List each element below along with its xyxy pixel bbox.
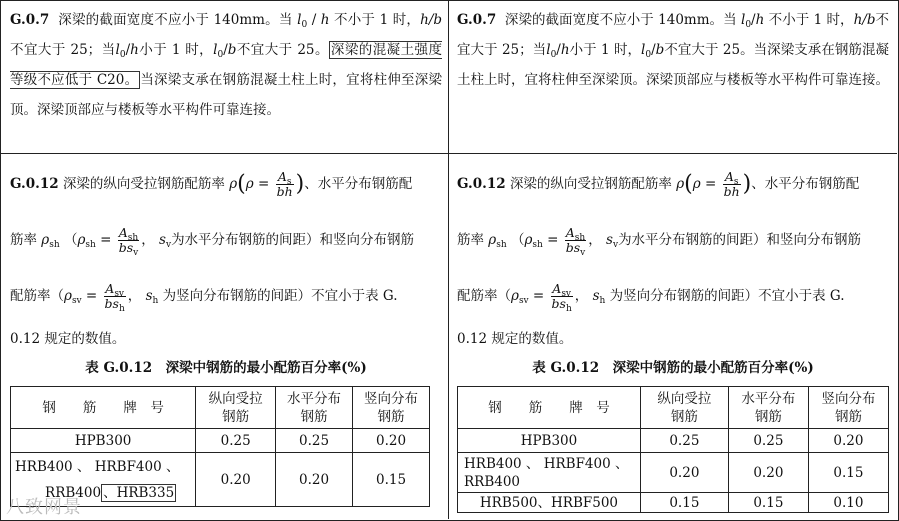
formula-rho-sh: $\frac{A_{sh}}{bs_v}$ bbox=[118, 224, 139, 258]
formula-rho: $\frac{A_s}{bh}$ bbox=[276, 168, 293, 199]
formula-rho-sv: $\frac{A_{sv}}{bs_h}$ bbox=[104, 280, 125, 314]
watermark: 八致网景 bbox=[6, 497, 82, 518]
left-clause-g012: G.0.12 深梁的纵向受拉钢筋配筋率 ρ(ρ = $\frac{A_s}{bh}$ )、水平分布钢筋配 筋率 $\rho_{sh}$ （$\rho_{sh}$ = $\frac{A_{sh}}{bs_v}$ ， $s_v$为水平分布钢筋的间距）和竖向分布钢筋 配筋率（$\rho_{sv}$ = $\frac{A_{sv}}{bs_h}$ ， $s_h$ 为竖向分布钢筋的间距）不宜小于表 G. 0.12 规定的数值。 表 G.0.12 深梁中钢筋的最小配筋百分率(%) 钢 筋 牌 号 纵向受拉 钢筋 水平分布 钢筋 竖向分布 钢筋 HPB300 0.25 0.25 0.20 HRB400 、 HRBF400 、 RRB400 、HRB335 0.20 0.20 0.15 bbox=[10, 156, 442, 507]
highlighted-change: 深梁的混凝土强度等级不应低于 C20。 bbox=[10, 42, 442, 88]
table-row: HRB400 、 HRBF400 、 RRB400 0.20 0.20 0.15 bbox=[458, 453, 889, 493]
right-table: 钢 筋 牌 号 纵向受拉 钢筋 水平分布 钢筋 竖向分布 钢筋 HPB300 0.25 0.25 0.20 HRB400 、 HRBF400 、 RRB400 0.20 0.20 0.15 HRB500、HRBF500 0.15 0.15 0.10 bbox=[457, 386, 889, 513]
left-clause-g07: G.0.7 深梁的截面宽度不应小于 140mm。当 $l_0$ / h 不小于 1 时，h/b不宜大于 25；当$l_0/h$小于 1 时，$l_0/b$不宜大于 25。 深梁的混凝土强度等级不应低于 C20。 当深梁支承在钢筋混凝土柱上时，宜将柱伸至深梁顶。深梁顶部应与楼板等水平构件可靠连接。 bbox=[10, 12, 443, 118]
table-row: HRB500、HRBF500 0.15 0.15 0.10 bbox=[458, 493, 889, 513]
table-row: HPB300 0.25 0.25 0.20 bbox=[11, 429, 430, 453]
table-row: HRB400 、 HRBF400 、 RRB400 、HRB335 0.20 0.20 0.15 bbox=[11, 453, 430, 507]
table-row: HPB300 0.25 0.25 0.20 bbox=[458, 429, 889, 453]
clause-label: G.0.7 bbox=[10, 12, 50, 28]
highlighted-change: 、HRB335 bbox=[103, 484, 175, 501]
column-divider bbox=[448, 0, 449, 519]
right-clause-g07: G.0.7 深梁的截面宽度不应小于 140mm。当 $l_0/h$ 不小于 1 时，h/b不宜大于 25；当$l_0/h$小于 1 时，$l_0/b$不宜大于 25。当深梁支承在钢筋混凝土柱上时，宜将柱伸至深梁顶。深梁顶部应与楼板等水平构件可靠连接。 bbox=[457, 12, 890, 88]
left-table: 钢 筋 牌 号 纵向受拉 钢筋 水平分布 钢筋 竖向分布 钢筋 HPB300 0.25 0.25 0.20 HRB400 、 HRBF400 、 RRB400 、HRB335 0.20 0.20 0.15 bbox=[10, 386, 430, 507]
right-clause-g012: G.0.12 深梁的纵向受拉钢筋配筋率 ρ(ρ = $\frac{A_s}{bh}$ )、水平分布钢筋配 筋率 $\rho_{sh}$ （$\rho_{sh}$ = $\frac{A_{sh}}{bs_v}$ ， $s_v$为水平分布钢筋的间距）和竖向分布钢筋 配筋率（$\rho_{sv}$ = $\frac{A_{sv}}{bs_h}$ ， $s_h$ 为竖向分布钢筋的间距）不宜小于表 G. 0.12 规定的数值。 表 G.0.12 深梁中钢筋的最小配筋百分率(%) 钢 筋 牌 号 纵向受拉 钢筋 水平分布 钢筋 竖向分布 钢筋 HPB300 0.25 0.25 0.20 HRB400 、 HRBF400 、 RRB400 0.20 0.20 0.15 HRB500、HRBF500 0.15 0.15 0.10 bbox=[457, 156, 889, 513]
clause-label: G.0.7 bbox=[457, 12, 497, 28]
row-divider bbox=[0, 153, 897, 154]
table-title: 表 G.0.12 深梁中钢筋的最小配筋百分率(%) bbox=[85, 360, 367, 376]
table-title: 表 G.0.12 深梁中钢筋的最小配筋百分率(%) bbox=[532, 360, 814, 376]
